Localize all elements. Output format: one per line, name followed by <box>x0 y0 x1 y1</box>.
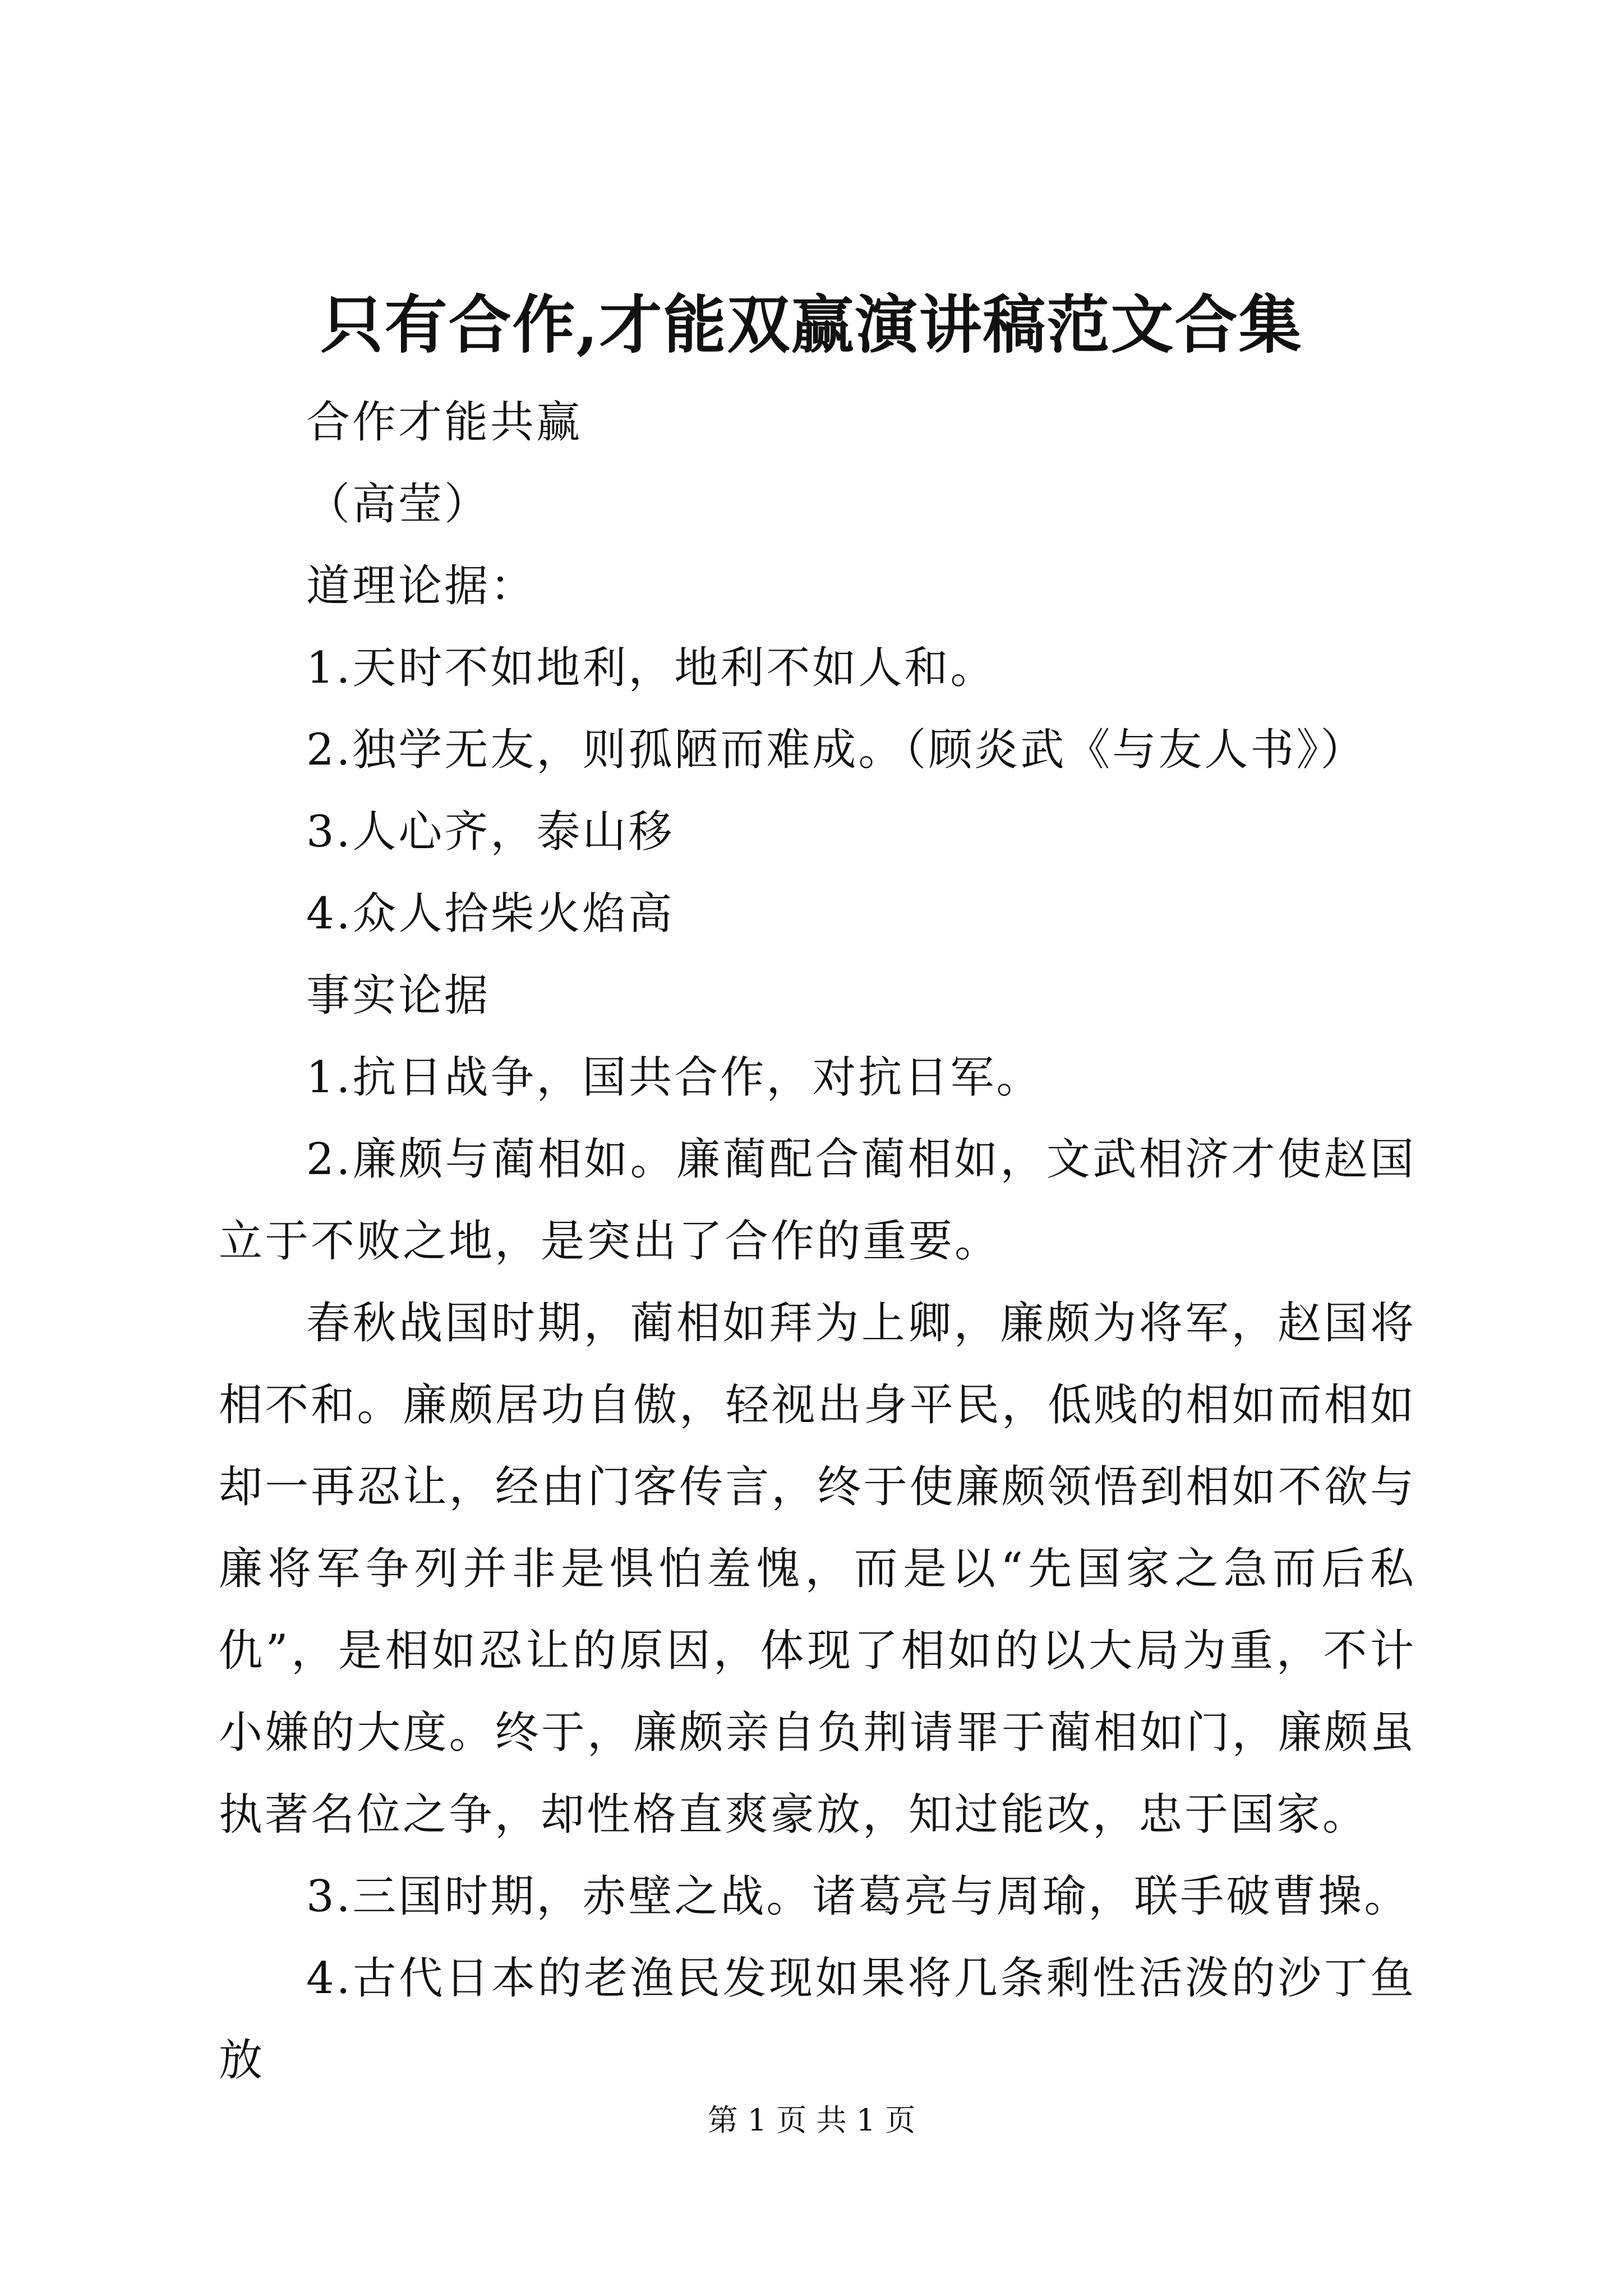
paragraph: 道理论据： <box>306 561 537 611</box>
paragraph: 事实论据 <box>306 970 491 1021</box>
paragraph: （高莹） <box>306 479 491 530</box>
paragraph: 春秋战国时期，蔺相如拜为上卿，廉颇为将军，赵国将相不和。廉颇居功自傲，轻视出身平民，低贱的相如而相如却一再忍让，经由门客传言，终于使廉颇领悟到相如不欲与廉将军争列并非是惧怕羞愧，而是以“先国家之急而后私仇”，是相如忍让的原因，体现了相如的以大局为重，不计小嫌的大度。终于，廉颇亲自负荆请罪于蔺相如门，廉颇虽执著名位之争，却性格直爽豪放，知过能改，忠于国家。 <box>219 1298 1416 1840</box>
paragraph: 2.廉颇与蔺相如。廉蔺配合蔺相如，文武相济才使赵国立于不败之地，是突出了合作的重要。 <box>219 1134 1416 1267</box>
paragraph: 4.众人拾柴火焰高 <box>306 889 675 939</box>
paragraph: 1.抗日战争，国共合作，对抗日军。 <box>306 1052 1043 1103</box>
page-footer: 第 1 页 共 1 页 <box>707 2102 916 2138</box>
paragraph: 3.三国时期，赤壁之战。诸葛亮与周瑜，联手破曹操。 <box>306 1871 1410 1922</box>
paragraph: 合作才能共赢 <box>306 397 583 448</box>
document-title: 只有合作,才能双赢演讲稿范文合集 <box>320 288 1303 362</box>
paragraph: 1.天时不如地利，地利不如人和。 <box>306 643 997 693</box>
paragraph: 2.独学无友，则孤陋而难成。（顾炎武《与友人书》） <box>306 725 1367 775</box>
paragraph: 3.人心齐，泰山移 <box>306 807 675 857</box>
document-body <box>219 381 1416 2101</box>
paragraph: 4.古代日本的老渔民发现如果将几条剩性活泼的沙丁鱼放 <box>219 1953 1416 2086</box>
